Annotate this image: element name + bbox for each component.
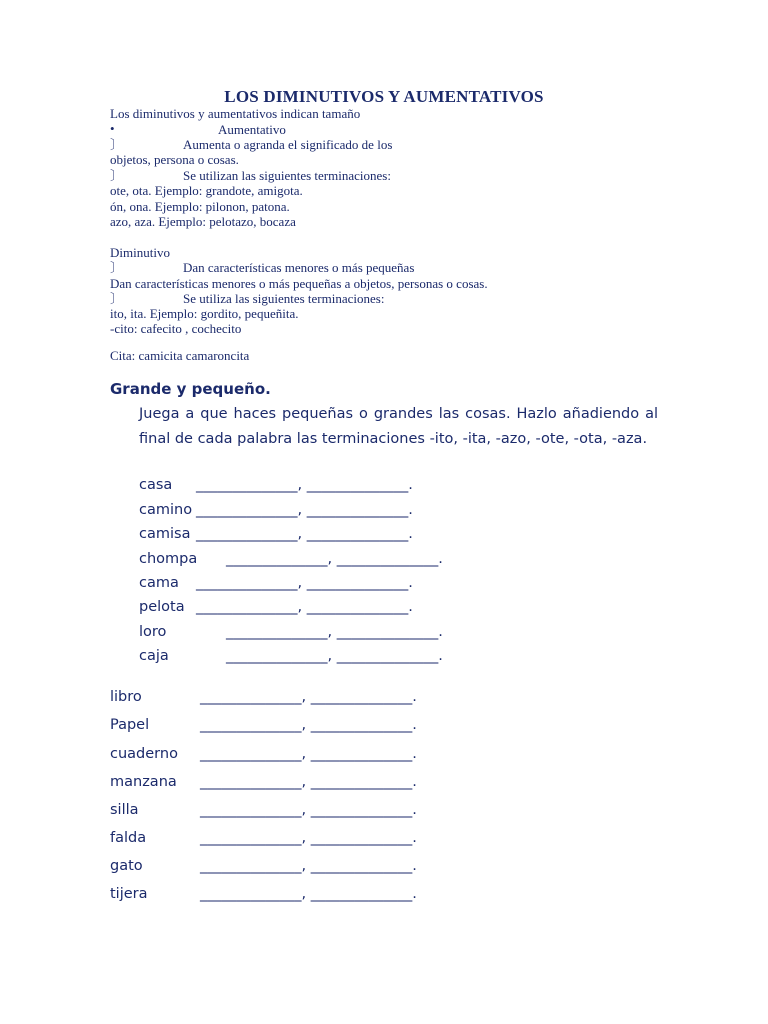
answer-blanks[interactable]: ______________, ______________. [200, 858, 417, 874]
word-row [110, 886, 417, 902]
page-title: LOS DIMINUTIVOS Y AUMENTATIVOS [224, 87, 544, 106]
aumentativo-heading: Aumentativo [218, 122, 286, 137]
word-label: casa [139, 477, 173, 493]
word-label: camisa [139, 526, 191, 542]
word-label: camino [139, 502, 193, 518]
word-label: Papel [110, 717, 150, 733]
answer-blanks[interactable]: ______________, ______________. [200, 717, 417, 733]
answer-blanks[interactable]: ______________, ______________. [196, 526, 413, 542]
diminutivo-point1: Dan características menores o más pequeñas [183, 260, 415, 275]
word-row [139, 526, 413, 542]
word-label: gato [110, 858, 143, 874]
word-label: caja [139, 648, 169, 664]
answer-blanks[interactable]: ______________, ______________. [200, 886, 417, 902]
word-row [110, 689, 417, 705]
answer-blanks[interactable]: ______________, ______________. [226, 648, 443, 664]
answer-blanks[interactable]: ______________, ______________. [200, 689, 417, 705]
bracket-icon: 〕 [110, 168, 124, 183]
answer-blanks[interactable]: ______________, ______________. [196, 477, 413, 493]
aumentativo-example: ote, ota. Ejemplo: grandote, amigota. [110, 183, 303, 198]
word-row [139, 648, 443, 664]
word-row [110, 746, 417, 762]
bracket-icon: 〕 [110, 291, 124, 306]
word-label: tijera [110, 886, 148, 902]
answer-blanks[interactable]: ______________, ______________. [200, 802, 417, 818]
word-label: pelota [139, 599, 185, 615]
bracket-icon: 〕 [110, 260, 124, 275]
word-row [139, 502, 413, 518]
word-label: chompa [139, 551, 198, 567]
answer-blanks[interactable]: ______________, ______________. [200, 746, 417, 762]
word-row [110, 802, 417, 818]
answer-blanks[interactable]: ______________, ______________. [196, 599, 413, 615]
aumentativo-point1-cont: objetos, persona o cosas. [110, 152, 239, 167]
answer-blanks[interactable]: ______________, ______________. [196, 502, 413, 518]
bracket-icon: 〕 [110, 137, 124, 152]
word-label: silla [110, 802, 139, 818]
answer-blanks[interactable]: ______________, ______________. [226, 624, 443, 640]
word-row [110, 774, 417, 790]
exercise-heading: Grande y pequeño. [110, 380, 271, 398]
aumentativo-example: azo, aza. Ejemplo: pelotazo, bocaza [110, 214, 296, 229]
word-row [110, 717, 417, 733]
cita-text: Cita: camicita camaroncita [110, 348, 250, 363]
word-row [139, 599, 413, 615]
diminutivo-example: -cito: cafecito , cochecito [110, 321, 242, 336]
answer-blanks[interactable]: ______________, ______________. [226, 551, 443, 567]
exercise-instructions: Juega a que haces pequeñas o grandes las cosas. Hazlo añadiendo al final de cada palabra las terminaciones -ito, -ita, -azo, -ote, -ota, -aza. [139, 406, 658, 447]
word-row [110, 830, 417, 846]
word-label: libro [110, 689, 142, 705]
aumentativo-point1: Aumenta o agranda el significado de los [183, 137, 393, 152]
word-row [139, 624, 443, 640]
diminutivo-point1-cont: Dan características menores o más pequeñas a objetos, personas o cosas. [110, 276, 488, 291]
word-label: falda [110, 830, 147, 846]
aumentativo-point2: Se utilizan las siguientes terminaciones: [183, 168, 391, 183]
word-row [139, 477, 413, 493]
diminutivo-heading: Diminutivo [110, 245, 170, 260]
diminutivo-example: ito, ita. Ejemplo: gordito, pequeñita. [110, 306, 299, 321]
answer-blanks[interactable]: ______________, ______________. [200, 830, 417, 846]
aumentativo-example: ón, ona. Ejemplo: pilonon, patona. [110, 199, 290, 214]
intro-text: Los diminutivos y aumentativos indican tamaño [110, 106, 361, 121]
word-label: cama [139, 575, 179, 591]
word-row [139, 575, 413, 591]
answer-blanks[interactable]: ______________, ______________. [196, 575, 413, 591]
diminutivo-point2: Se utiliza las siguientes terminaciones: [183, 291, 385, 306]
bullet-icon: • [110, 121, 115, 136]
word-row [139, 551, 443, 567]
word-row [110, 858, 417, 874]
answer-blanks[interactable]: ______________, ______________. [200, 774, 417, 790]
word-label: loro [139, 624, 167, 640]
word-label: cuaderno [110, 746, 178, 762]
word-label: manzana [110, 774, 177, 790]
